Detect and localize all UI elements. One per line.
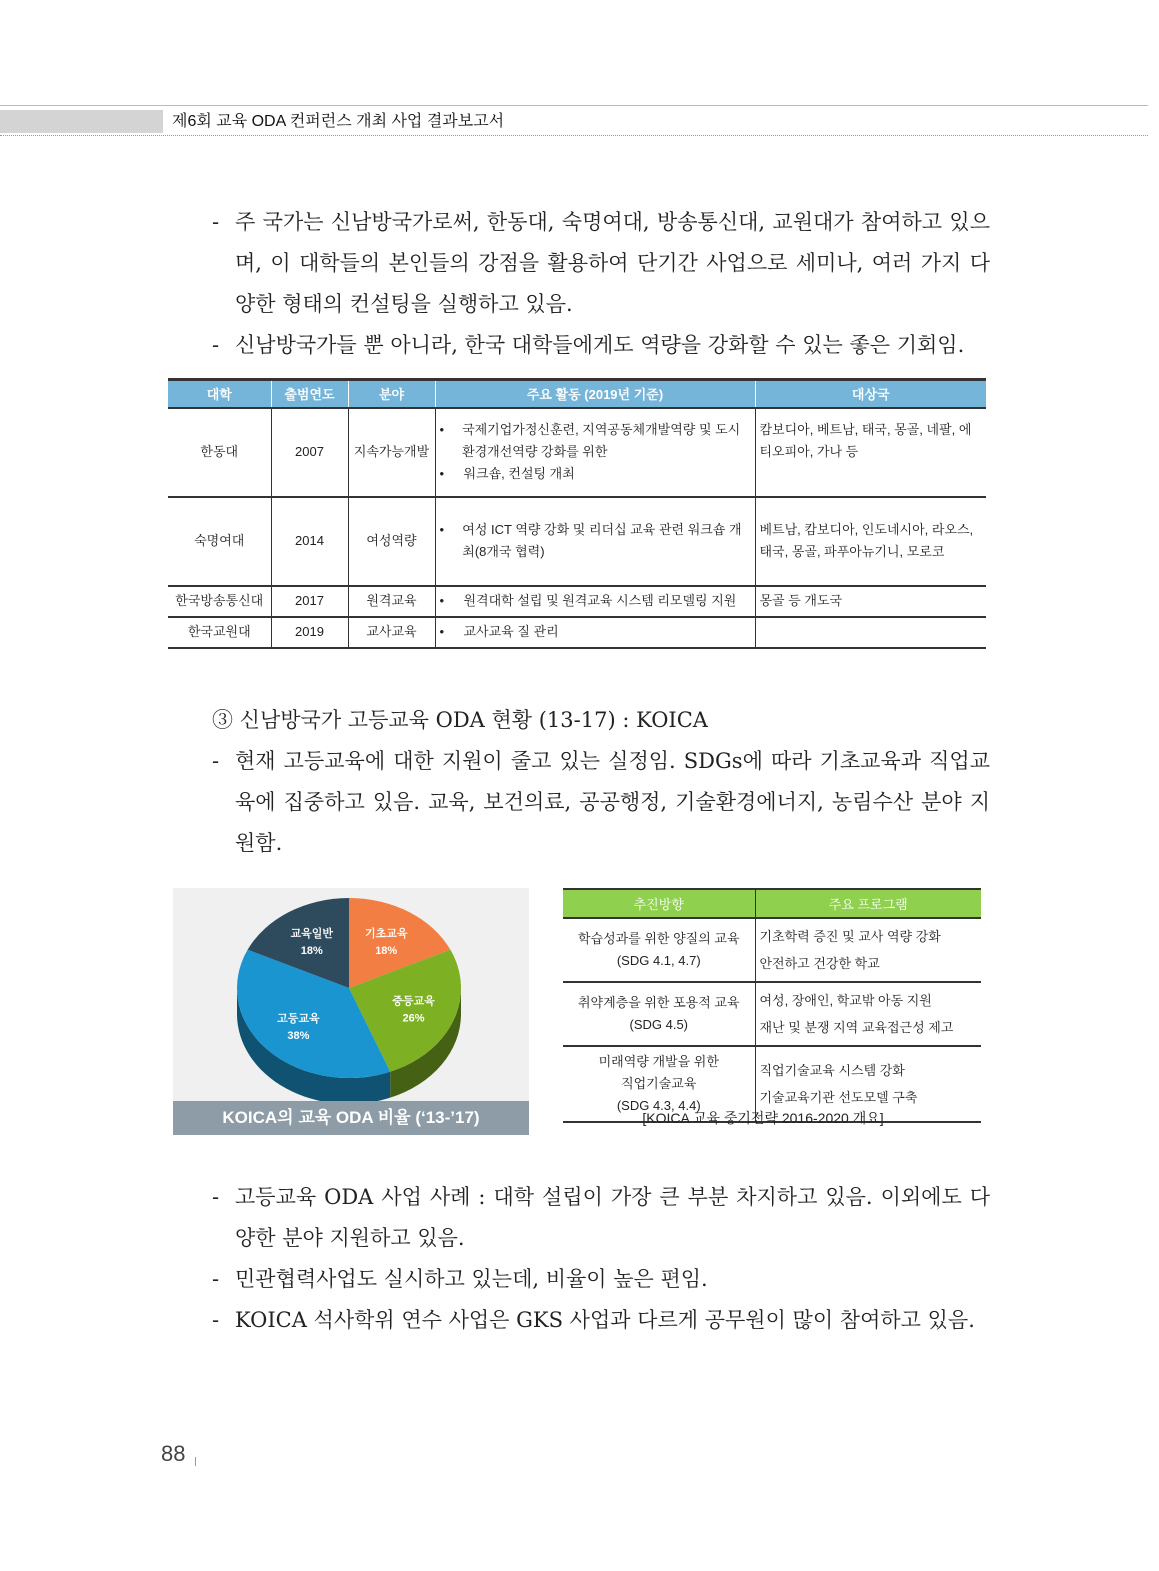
dash: - bbox=[212, 1267, 220, 1291]
cell-direction bbox=[563, 982, 755, 1046]
item-text: 신남방국가들 뿐 아니라, 한국 대학들에게도 역량을 강화할 수 있는 좋은 기회임. bbox=[235, 333, 965, 357]
direction-line: (SDG 4.1, 4.7) bbox=[616, 953, 701, 968]
header-rule bbox=[0, 105, 1148, 106]
cell-univ: 숙명여대 bbox=[168, 497, 271, 586]
list-item bbox=[212, 1259, 990, 1300]
pie-label: 기초교육 bbox=[364, 927, 408, 940]
cell-year: 2014 bbox=[271, 497, 348, 586]
col-header: 주요 활동 (2019년 기준) bbox=[435, 380, 755, 408]
item-text: KOICA 석사학위 연수 사업은 GKS 사업과 다르게 공무원이 많이 참여하고 있음. bbox=[235, 1308, 975, 1332]
direction-line: 취약계층을 위한 포용적 교육 bbox=[577, 995, 740, 1010]
program-line: 기초학력 증진 및 교사 역량 강화 bbox=[759, 929, 941, 944]
program-line: 재난 및 분쟁 지역 교육접근성 제고 bbox=[759, 1020, 954, 1035]
activity: 원격대학 설립 및 원격교육 시스템 리모델링 지원 bbox=[463, 593, 737, 608]
cell-year: 2007 bbox=[271, 408, 348, 497]
pie-label: 중등교육 bbox=[392, 995, 435, 1008]
source-caption: [KOICA 교육 중기전략 2016-2020 개요] bbox=[642, 1110, 884, 1126]
header-block bbox=[0, 110, 163, 133]
cell-activities: • 국제기업가정신훈련, 지역공동체개발역량 및 도시 환경개선역량 강화를 위한 • 워크숍, 컨설팅 개최 bbox=[435, 408, 755, 497]
dash: - bbox=[212, 749, 220, 773]
pie-pct: 18% bbox=[375, 944, 398, 957]
item-text: 고등교육 ODA 사업 사례 : 대학 설립이 가장 큰 부분 차지하고 있음. 이외에도 다양한 분야 지원하고 있음. bbox=[235, 1185, 990, 1250]
dash: - bbox=[212, 1185, 220, 1209]
activity: 워크숍, 컨설팅 개최 bbox=[463, 466, 575, 481]
table-row bbox=[563, 918, 981, 982]
col-header: 분야 bbox=[348, 380, 435, 408]
page-number: 88 bbox=[161, 1441, 186, 1466]
cell-year: 2019 bbox=[271, 617, 348, 648]
table-row bbox=[168, 586, 986, 617]
pie-pct: 18% bbox=[300, 944, 323, 957]
col-header: 출범연도 bbox=[271, 380, 348, 408]
pie-label: 교육일반 bbox=[290, 927, 334, 940]
pie-pct: 26% bbox=[402, 1012, 425, 1025]
program-line: 안전하고 건강한 학교 bbox=[759, 956, 880, 971]
table-row bbox=[168, 408, 986, 497]
cell-univ: 한국교원대 bbox=[168, 617, 271, 648]
list-item bbox=[212, 325, 990, 366]
header-title: 제6회 교육 ODA 컨퍼런스 개최 사업 결과보고서 bbox=[172, 113, 505, 130]
outro-list bbox=[212, 1177, 990, 1341]
strategy-table bbox=[563, 888, 981, 1123]
cell-activities: • 여성 ICT 역량 강화 및 리더십 교육 관련 워크숍 개최(8개국 협력) bbox=[435, 497, 755, 586]
list-item bbox=[212, 1300, 990, 1341]
cell-field: 여성역량 bbox=[348, 497, 435, 586]
activity: 국제기업가정신훈련, 지역공동체개발역량 및 도시 환경개선역량 강화를 위한 bbox=[462, 422, 741, 459]
pie-pct: 38% bbox=[287, 1030, 310, 1043]
cell-activities: • 교사교육 질 관리 bbox=[435, 617, 755, 648]
page-number-bar bbox=[195, 1457, 196, 1466]
direction-line: 미래역량 개발을 위한 bbox=[598, 1054, 719, 1069]
cell-targets: 캄보디아, 베트남, 태국, 몽골, 네팔, 에티오피아, 가나 등 bbox=[755, 408, 986, 497]
pie-label: 고등교육 bbox=[277, 1013, 320, 1026]
cell-targets bbox=[755, 617, 986, 648]
cell-field: 교사교육 bbox=[348, 617, 435, 648]
item-text: 민관협력사업도 실시하고 있는데, 비율이 높은 편임. bbox=[235, 1267, 708, 1291]
cell-activities: • 원격대학 설립 및 원격교육 시스템 리모델링 지원 bbox=[435, 586, 755, 617]
dash: - bbox=[212, 210, 220, 234]
item-text: 현재 고등교육에 대한 지원이 줄고 있는 실정임. SDGs에 따라 기초교육과 직업교육에 집중하고 있음. 교육, 보건의료, 공공행정, 기술환경에너지, 농림수산 분야 지원함. bbox=[235, 749, 990, 855]
pie-chart-panel bbox=[173, 888, 529, 1135]
section-title: ③ 신남방국가 고등교육 ODA 현황 (13-17) : KOICA bbox=[212, 708, 708, 732]
activity: 여성 ICT 역량 강화 및 리더십 교육 관련 워크숍 개최(8개국 협력) bbox=[462, 522, 742, 559]
table-row bbox=[563, 982, 981, 1046]
direction-line: 직업기술교육 bbox=[621, 1076, 697, 1091]
program-line: 기술교육기관 선도모델 구축 bbox=[759, 1090, 918, 1105]
cell-program bbox=[755, 982, 981, 1046]
chart-caption: KOICA의 교육 ODA 비율 (‘13-’17) bbox=[173, 1101, 529, 1135]
list-item bbox=[212, 202, 990, 325]
program-line: 여성, 장애인, 학교밖 아동 지원 bbox=[759, 993, 932, 1008]
list-item bbox=[212, 1177, 990, 1259]
dash: - bbox=[212, 1308, 220, 1332]
table-row bbox=[168, 617, 986, 648]
cell-direction bbox=[563, 918, 755, 982]
header-dotted-rule bbox=[0, 135, 1148, 136]
col-header: 추진방향 bbox=[563, 889, 755, 918]
direction-line: (SDG 4.5) bbox=[629, 1017, 688, 1032]
direction-line: (SDG 4.3, 4.4) bbox=[616, 1098, 701, 1113]
col-header: 대상국 bbox=[755, 380, 986, 408]
section-3 bbox=[212, 700, 990, 864]
cell-univ: 한국방송통신대 bbox=[168, 586, 271, 617]
program-line: 직업기술교육 시스템 강화 bbox=[759, 1063, 905, 1078]
cell-targets: 몽골 등 개도국 bbox=[755, 586, 986, 617]
table-row bbox=[168, 497, 986, 586]
col-header: 대학 bbox=[168, 380, 271, 408]
intro-list bbox=[212, 202, 990, 366]
cell-program bbox=[755, 918, 981, 982]
pie-chart bbox=[173, 888, 529, 1101]
direction-line: 학습성과를 위한 양질의 교육 bbox=[577, 931, 740, 946]
col-header: 주요 프로그램 bbox=[755, 889, 981, 918]
list-item bbox=[212, 741, 990, 864]
cell-year: 2017 bbox=[271, 586, 348, 617]
dash: - bbox=[212, 333, 220, 357]
item-text: 주 국가는 신남방국가로써, 한동대, 숙명여대, 방송통신대, 교원대가 참여하고 있으며, 이 대학들의 본인들의 강점을 활용하여 단기간 사업으로 세미나, 여러 가지 다양한 형태의 컨설팅을 실행하고 있음. bbox=[235, 210, 990, 316]
cell-field: 지속가능개발 bbox=[348, 408, 435, 497]
cell-univ: 한동대 bbox=[168, 408, 271, 497]
activity: 교사교육 질 관리 bbox=[463, 624, 559, 639]
university-table bbox=[168, 378, 986, 649]
cell-targets: 베트남, 캄보디아, 인도네시아, 라오스, 태국, 몽골, 파푸아뉴기니, 모로코 bbox=[755, 497, 986, 586]
cell-field: 원격교육 bbox=[348, 586, 435, 617]
